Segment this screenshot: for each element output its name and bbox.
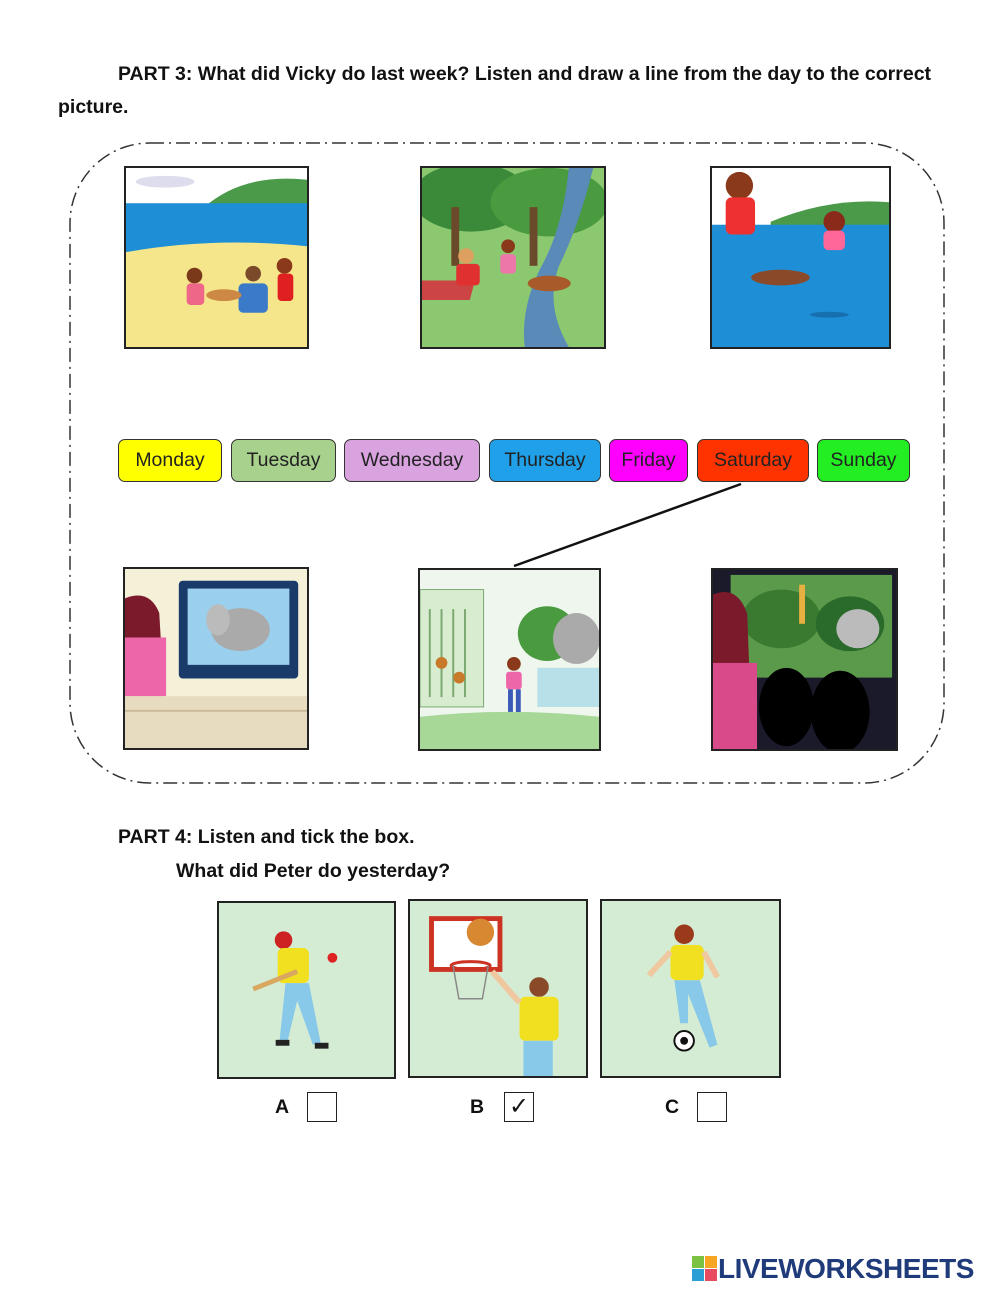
day-tuesday[interactable]	[231, 439, 336, 482]
cinema-picture[interactable]	[711, 568, 898, 751]
option-b-checkbox[interactable]	[504, 1092, 534, 1122]
option-c-checkbox[interactable]	[697, 1092, 727, 1122]
day-label: Thursday	[504, 449, 586, 471]
beach-picnic-picture[interactable]	[124, 166, 309, 349]
part4-question: What did Peter do yesterday?	[176, 860, 451, 882]
option-c-label: C	[665, 1096, 680, 1118]
watching-tv-picture[interactable]	[123, 567, 309, 750]
football-picture[interactable]	[600, 899, 781, 1078]
logo-text: LIVEWORKSHEETS	[718, 1253, 974, 1284]
day-label: Sunday	[830, 449, 897, 471]
logo-icon	[692, 1256, 718, 1282]
part3-title: PART 3: What did Vicky do last week? Listen and draw a line from the day to the correct picture.	[58, 63, 932, 118]
day-label: Wednesday	[360, 449, 464, 471]
forest-picnic-picture[interactable]	[420, 166, 606, 349]
day-friday[interactable]	[609, 439, 688, 482]
day-monday[interactable]	[118, 439, 222, 482]
check-icon: ✓	[508, 1093, 530, 1120]
basketball-picture[interactable]	[408, 899, 588, 1078]
day-label: Saturday	[713, 449, 793, 471]
baseball-picture[interactable]	[217, 901, 396, 1079]
part4-title: PART 4: Listen and tick the box.	[118, 826, 415, 848]
day-sunday[interactable]	[817, 439, 910, 482]
option-a-checkbox[interactable]	[307, 1092, 337, 1122]
day-label: Friday	[621, 449, 676, 471]
zoo-picture[interactable]	[418, 568, 601, 751]
liveworksheets-logo[interactable]	[692, 1254, 974, 1284]
day-label: Tuesday	[246, 449, 321, 471]
day-saturday[interactable]	[697, 439, 809, 482]
option-b-label: B	[470, 1096, 485, 1118]
day-label: Monday	[135, 449, 205, 471]
option-a-label: A	[275, 1096, 290, 1118]
swimming-picture[interactable]	[710, 166, 891, 349]
day-thursday[interactable]	[489, 439, 601, 482]
day-wednesday[interactable]	[344, 439, 480, 482]
